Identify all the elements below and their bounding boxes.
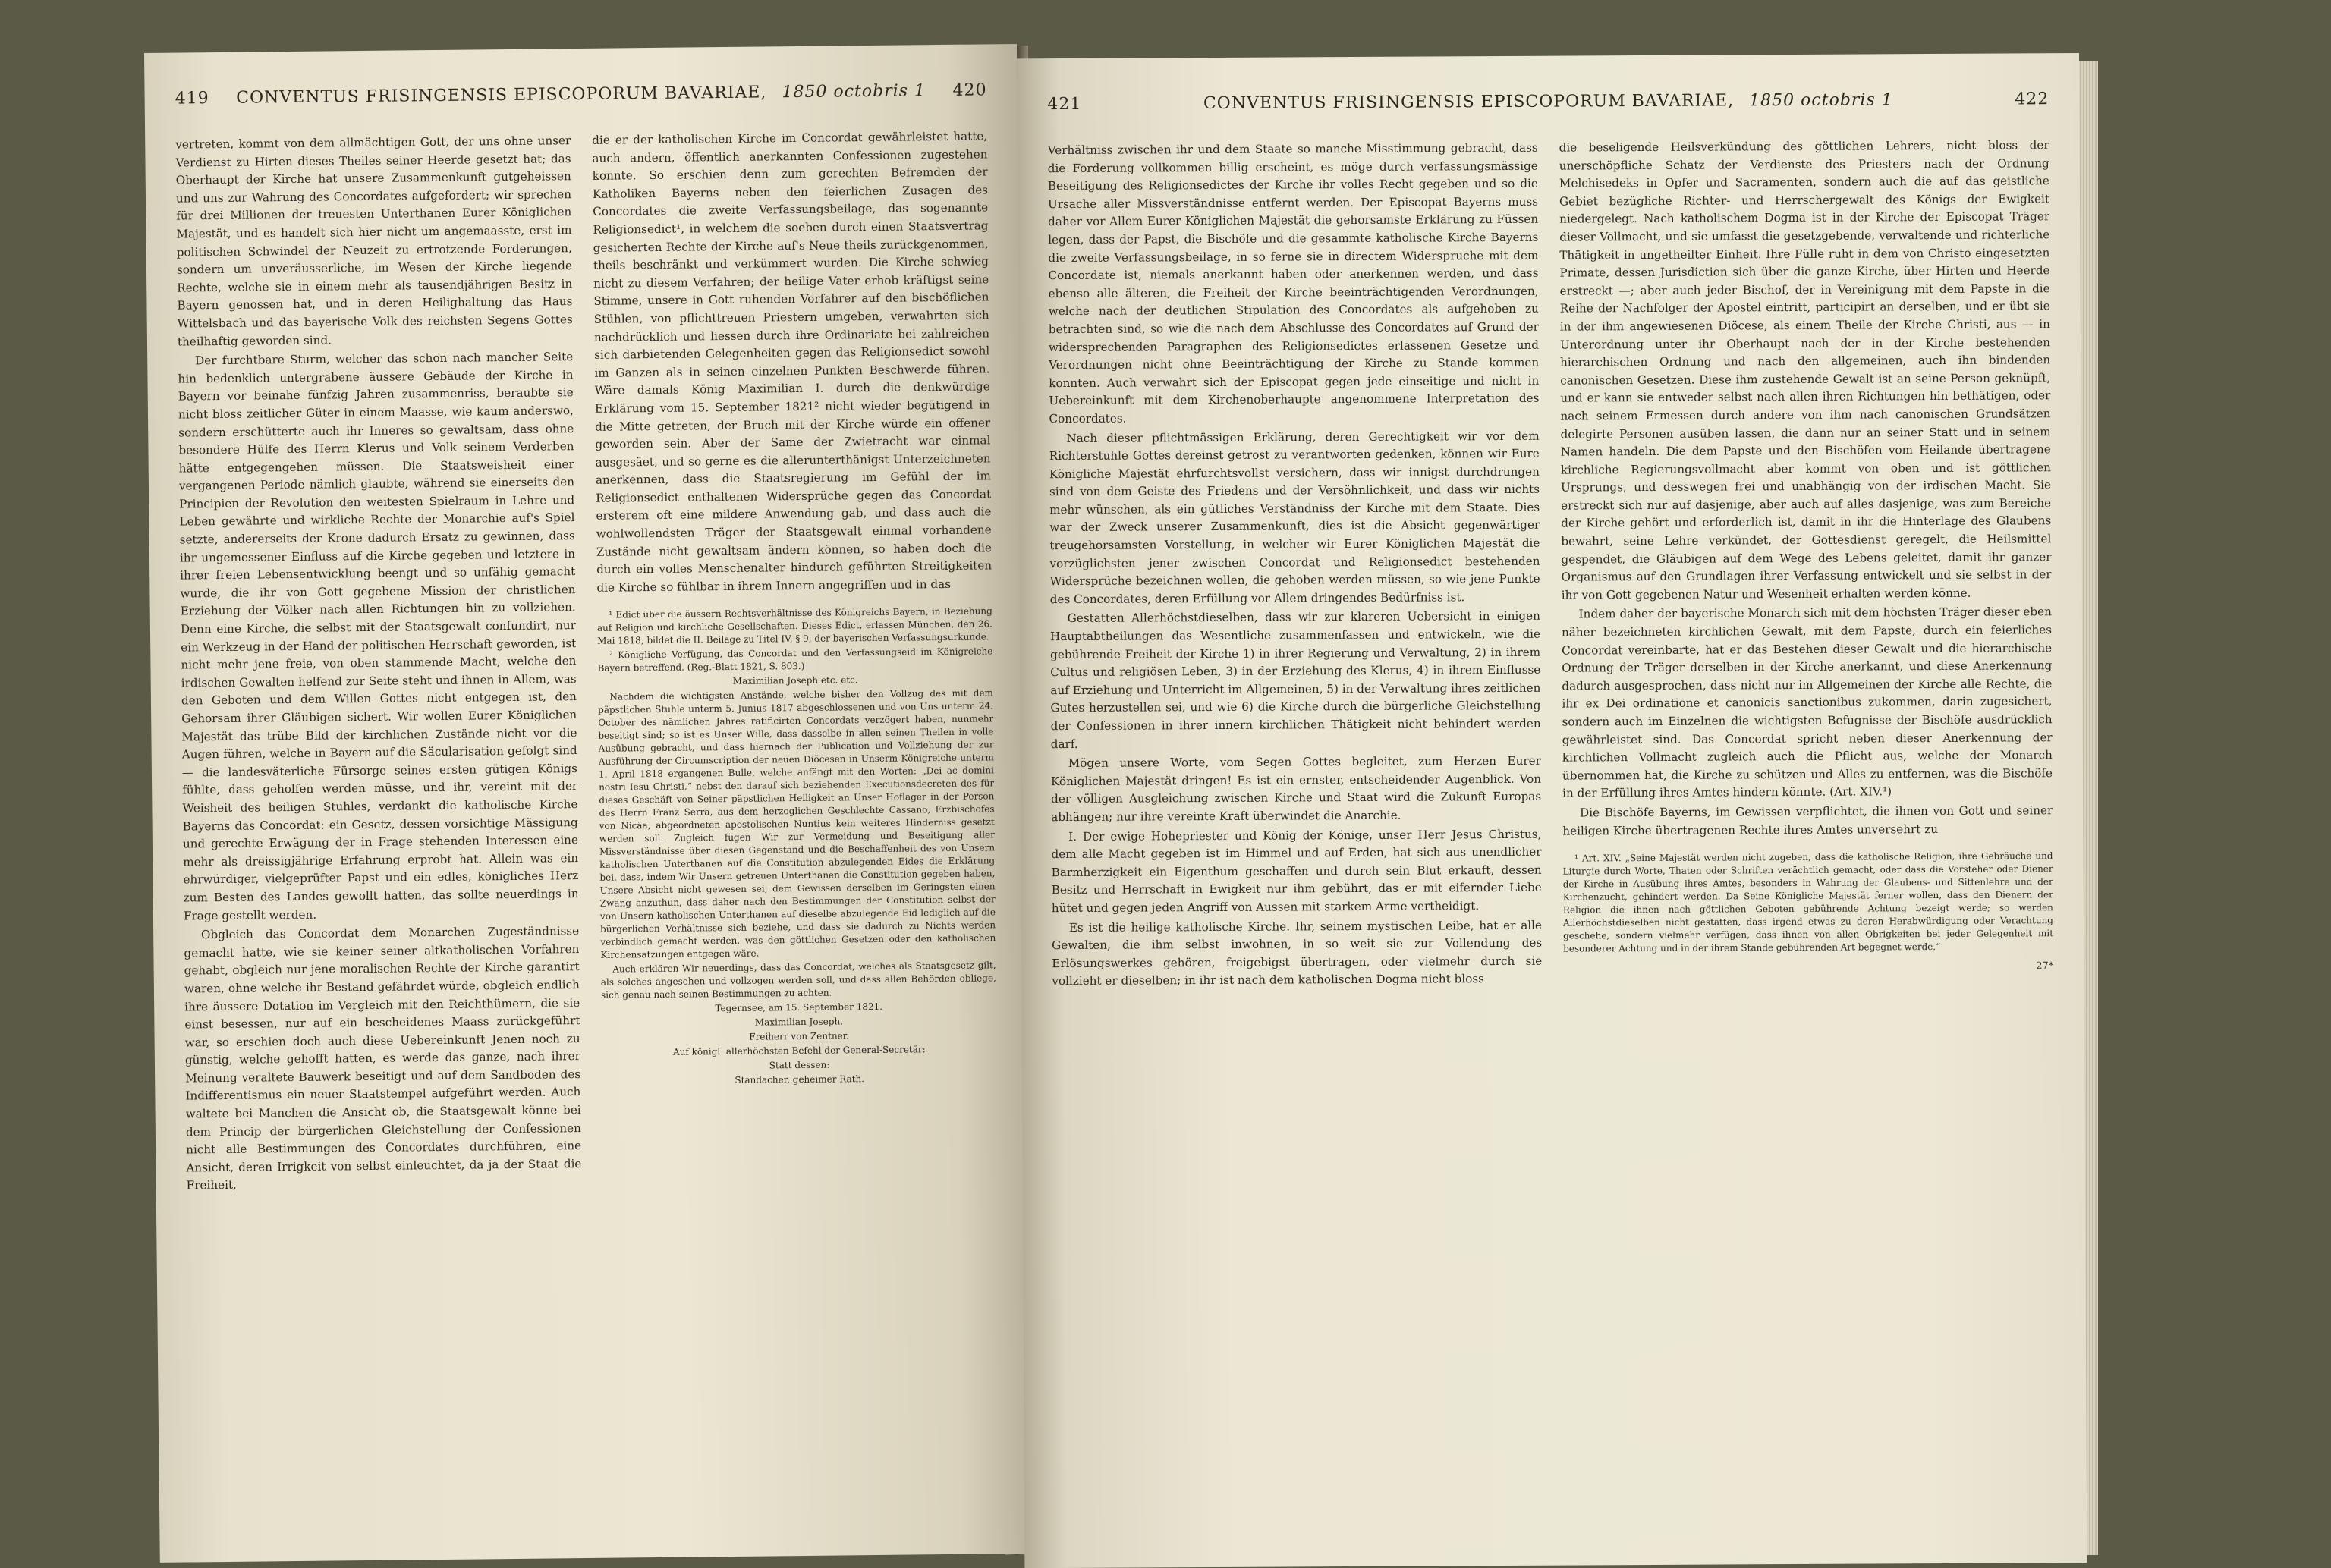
footnote-signature: Standacher, geheimer Rath. [735,1073,865,1086]
footnote-signature: Auf königl. allerhöchsten Befehl der General-Secretär: [672,1044,926,1058]
page-number-422: 422 [2015,89,2049,108]
left-page [144,44,1033,1563]
running-title: CONVENTUS FRISINGENSIS EPISCOPORUM BAVARIAE, [236,82,767,108]
footnote: ² Königliche Verfügung, das Concordat und den Verfassungseid im Königreiche Bayern betreffend. (Reg.-Blatt 1821, S. 803.) [597,646,993,674]
footnote: Auch erklären Wir neuerdings, dass das Concordat, welches als Staatsgesetz gilt, als solches angesehen und vollzogen werden soll, und dass allen Behörden obliege, sich genau nach seinen Bestimmungen zu achten. [600,960,996,1001]
right-page-column-1 [1048,140,1546,1538]
paragraph: Gestatten Allerhöchstdieselben, dass wir zur klareren Uebersicht in einigen Hauptabtheilungen das Wesentliche zusammenfassen und entwickeln, wie die gebührende Freiheit der Kirche 1) in ihrer Regierung und Verwaltung, 2) in ihrem Cultus und religiösen Leben, 3) in der Erziehung des Klerus, 4) in ihrem Einflusse auf Erziehung und Unterricht im Allgemeinen, 5) in der Verwaltung ihres zeitlichen Gutes herzustellen sei, und wie 6) die Kirche durch die bürgerliche Gleichstellung der Confessionen in ihrer innern kirchlichen Thätigkeit nicht behindert werden darf. [1049,609,1541,751]
footnote-signature: Freiherr von Zentner. [749,1030,850,1043]
footnote: Nachdem die wichtigsten Anstände, welche bisher den Vollzug des mit dem päpstlichen Stuhle unterm 5. Junius 1817 abgeschlossenen und von Uns unterm 24. October des nämlichen Jahres ratificirten Concordats verzögert haben, nunmehr beseitigt sind; so ist es Unser Wille, dass dasselbe in allen seinen Theilen in volle Ausübung gebracht, und dass hiernach der Publication und Vollziehung der zur Ausführung der Circumscription der neuen Diöcesen in Unserm Königreiche unterm 1. April 1818 ergangenen Bulle, welche anfängt mit den Worten: „Dei ac domini nostri Iesu Christi,“ nebst den darauf sich beziehenden Executionsdecreten des für dieses Geschäft von Seiner päpstlichen Heiligkeit an Unser Hoflager in der Person des Herrn Franz Serra, aus dem herzoglichen Geschlechte Cassano, Erzbischofes von Nicäa, abgeordneten apostolischen Nuntius kein weiteres Hinderniss gesetzt werden soll. Zugleich fügen Wir zur Vermeidung und Beseitigung aller Missverständnisse über diesen Gegenstand und die Beschaffenheit des von Unsern katholischen Unterthanen auf die Constitution abzulegenden Eides die Erklärung bei, dass, indem Wir Unsern getreuen Unterthanen die Constitution gegeben haben, Unsere Absicht nicht gewesen sei, dem Gewissen derselben im Geringsten einen Zwang anzuthun, dass daher nach den Bestimmungen der Constitution selbst der von Unsern katholischen Unterthanen auf dieselbe abzulegende Eid lediglich auf die bürgerlichen Verhältnisse sich beziehe, und dass sie dadurch zu Nichts werden verbindlich gemacht werden, was den göttlichen Gesetzen oder den katholischen Kirchensatzungen entgegen wäre. [598,687,996,961]
left-page-columns [175,127,1002,1532]
paragraph: die beseligende Heilsverkündung des göttlichen Lehrers, nicht bloss der unerschöpfliche Schatz der Verdienste des Priesters nach der Ordnung Melchisedeks in Opfer und Sacramenten, sondern auch die auf das geistliche Gebiet bezügliche Richter- und Herrschergewalt des Königs der Ewigkeit niedergelegt. Nach katholischem Dogma ist in der Kirche der Episcopat Träger dieser Vollmacht, und sie umfasst die gesetzgebende, verwaltende und richterliche Thätigkeit in ungetheilter Einheit. Ihre Fülle ruht in dem von Christo eingesetzten Primate, dessen Jurisdiction sich über die ganze Kirche, über Hirten und Heerde erstreckt —; aber auch jeder Bischof, der in Vereinigung mit dem Papste in die Reihe der Nachfolger der Apostel eintritt, participirt an derselben, und er übt sie in der ihm angewiesenen Diöcese, als einem Theile der Kirche Christi, aus — in Unterordnung unter ihr Oberhaupt nach der in der Kirche bestehenden hierarchischen Ordnung und nach den allgemeinen, auch ihn bindenden canonischen Gesetzen. Diese ihm zustehende Gewalt ist an seine Person geknüpft, und er kann sie entweder selbst nach allen ihren Richtungen hin bethätigen, oder nach seinem Ermessen durch andere von ihm nach canonischen Grundsätzen delegirte Personen ausüben lassen, die dann nur an seiner Statt und in seinem Namen handeln. Die dem Papste und den Bischöfen vom Heilande übertragene kirchliche Regierungsvollmacht aber kommt von oben und ist göttlichen Ursprungs, und desswegen frei und unabhängig von der irdischen Macht. Sie erstreckt sich nur auf dasjenige, aber auch auf alles dasjenige, was zum Bereiche der Kirche gehört und erforderlich ist, damit in ihr die Hinterlage des Glaubens bewahrt, seine Lehre verkündet, der Gottesdienst geregelt, die Heilsmittel gespendet, die Gläubigen auf dem Wege des Lebens geleitet, damit ihr ganzer Organismus auf den Grundlagen ihrer Verfassung entwickelt und sie selbst in der ihr von Gott gegebenen Natur und Wesenheit erhalten werden könne. [1559,138,2052,602]
paragraph: die er der katholischen Kirche im Concordat gewährleistet hatte, auch andern, öffentlich anerkannten Confessionen zugestehen konnte. So erschien denn zum gerechten Befremden der Katholiken Bayerns neben den feierlichen Zusagen des Concordates die zweite Verfassungsbeilage, das sogenannte Religionsedict¹, in welchem die soeben durch einen Staatsvertrag gesicherten Rechte der Kirche auf's Neue theils zurückgenommen, theils beschränkt und verkümmert wurden. Die Kirche schwieg nicht zu diesem Verfahren; der heilige Vater erhob kräftigst seine Stimme, unsere in Gott ruhenden Vorfahrer auf den bischöflichen Stühlen, von pflichttreuen Priestern umgeben, verwahrten sich nachdrücklich und liessen durch ihre Ordinariate bei zahlreichen sich darbietenden Gelegenheiten gegen das Religionsedict sowohl im Ganzen als in seinen einzelnen Punkten Beschwerde führen. Wäre damals König Maximilian I. durch die denkwürdige Erklärung vom 15. September 1821² nicht wieder begütigend in die Mitte getreten, der Bruch mit der Kirche würde ein offener geworden sein. Aber der Same der Zwietracht war einmal ausgesäet, und so gerne es die allerunterthänigst Unterzeichneten anerkennen, dass die Staatsregierung im Gefühl der im Religionsedict enthaltenen Widersprüche gegen das Concordat ersterem oft eine mildere Anwendung gab, und dass auch die wohlwollendsten Träger der Staatsgewalt einmal vorhandene Zustände nicht gewaltsam ändern können, so haben doch die durch ein volles Menschenalter hindurch geführten Streitigkeiten die Kirche so fühlbar in ihrem Innern angegriffen und in das [592,129,992,595]
paragraph: Obgleich das Concordat dem Monarchen Zugeständnisse gemacht hatte, wie sie keiner seiner altkatholischen Vorfahren gehabt, obgleich nur jene moralischen Rechte der Kirche garantirt waren, ohne welche ihr Bestand gefährdet würde, obgleich endlich ihre äussere Dotation im Vergleich mit den Reichthümern, die sie einst besessen, nur auf ein bescheidenes Maass zurückgeführt war, so erschien doch auch diese Uebereinkunft Jenen noch zu günstig, welche gehofft hatten, es werde das ganze, nach ihrer Meinung veraltete Bauwerk beseitigt und auf dem Sandboden des Indifferentismus ein neuer Staatstempel aufgeführt werden. Auch waltete bei Manchen die Ansicht ob, die Staatsgewalt könne bei dem Princip der bürgerlichen Gleichstellung der Confessionen nicht alle Bestimmungen des Concordates durchführen, eine Ansicht, deren Irrigkeit von selbst einleuchtet, da ja der Staat die Freiheit, [184,924,582,1192]
paragraph: Indem daher der bayerische Monarch sich mit dem höchsten Träger dieser eben näher bezeichneten kirchlichen Gewalt, mit dem Papste, durch ein feierliches Concordat vereinbarte, hat er das Bestehen dieser Gewalt und die hierarchische Ordnung der Träger derselben in der Kirche anerkannt, und diese Anerkennung dadurch ausgesprochen, dass nicht nur im Allgemeinen der Kirche alle Rechte, die ihr ex Dei ordinatione et canonicis sanctionibus zukommen, darin zugesichert, sondern auch im Einzelnen die wichtigsten Befugnisse der Bischöfe ausdrücklich gewährleistet sind. Das Concordat spricht neben dieser Anerkennung der kirchlichen Vollmacht zugleich auch die Pflicht aus, welche der Monarch übernommen hat, die Kirche zu schützen und Alles zu entfernen, was die Bischöfe in der Erfüllung ihres Amtes hindern könnte. (Art. XIV.¹) [1561,605,2053,800]
footnote: ¹ Art. XIV. „Seine Majestät werden nicht zugeben, dass die katholische Religion, ihre Gebräuche und Liturgie durch Worte, Thaten oder Schriften verächtlich gemacht, oder dass die Vorsteher oder Diener der Kirche in Ausübung ihres Amtes, besonders in Wahrung der Glaubens- und Sittenlehre und der Kirchenzucht, gehindert werden. Da Seine Königliche Majestät ferner wollen, dass den Dienern der Religion die ihnen nach göttlichen Geboten gebührende Achtung bezeigt werde; so werden Allerhöchstdieselben nicht gestatten, dass irgend etwas zu deren Herabwürdigung oder Verachtung geschehe, sondern vielmehr verfügen, dass ihnen von allen Obrigkeiten bei jeder Gelegenheit mit besonderer Achtung und in der ihrem Stande gebührenden Art begegnet werde.“ [1562,850,2054,954]
right-page-column-2 [1559,137,2057,1535]
page-number-420: 420 [952,80,987,100]
running-date: 1850 octobris 1 [1749,90,1893,110]
paragraph: vertreten, kommt von dem allmächtigen Gott, der uns ohne unser Verdienst zu Hirten dieses Theiles seiner Heerde gesetzt hat; das Oberhaupt der Kirche hat unsere Zusammenkunft gutgeheissen und uns zur Wahrung des Concordates aufgefordert; wir sprechen für drei Millionen der treuesten Unterthanen Eurer Königlichen Majestät, und es handelt sich hier nicht um angemaasste, erst im politischen Schwindel der Neuzeit zu ertrotzende Forderungen, sondern um unveräusserliche, im Wesen der Kirche liegende Rechte, welche sie in einem mehr als tausendjährigen Besitz in Bayern genossen hat, und in deren Heilighaltung das Haus Wittelsbach und das bayerische Volk des reichsten Segens Gottes theilhaftig geworden sind. [175,134,573,349]
paragraph: Es ist die heilige katholische Kirche. Ihr, seinem mystischen Leibe, hat er alle Gewalten, die ihm selbst inwohnen, in so weit sie zur Vollendung des Erlösungswerkes gehören, freigebigst übertragen, oder vielmehr durch sie vollzieht er dieselben; in ihr ist nach dem katholischen Dogma nicht bloss [1052,918,1543,988]
signature-mark: 27* [2036,960,2054,973]
right-page-columns [1048,137,2057,1538]
right-running-header [1047,83,2049,119]
footnote-signature: Tegernsee, am 15. September 1821. [715,1001,883,1014]
footnote-heading: Maximilian Joseph etc. etc. [732,674,858,687]
running-title: CONVENTUS FRISINGENSIS EPISCOPORUM BAVARIAE, [1203,90,1735,113]
paragraph: Verhältniss zwischen ihr und dem Staate so manche Misstimmung gebracht, dass die Forderung vollkommen billig erscheint, es möge durch verfassungsmässige Beseitigung des Religionsedictes der Kirche ihr volles Recht gegeben und so die Ursache aller Missverständnisse entfernt werden. Der Episcopat Bayerns muss daher vor Allem Eurer Königlichen Majestät die gehorsamste Erklärung zu Füssen legen, dass der Papst, die Bischöfe und die gesammte katholische Kirche Bayerns die zweite Verfassungsbeilage, in so ferne sie in directem Widerspruche mit dem Concordate ist, niemals anerkannt haben oder anerkennen werden, und dass ebenso alle älteren, die Freiheit der Kirche beeinträchtigenden Verordnungen, welche nach der deutlichen Stipulation des Concordates als aufgehoben zu betrachten sind, so wie die nach dem Abschlusse des Concordates auf Grund der widersprechenden Paragraphen des Religionsedictes erlassenen Gesetze und Verordnungen nicht ohne Beeinträchtigung der Kirche zu Stande kommen konnten. Auch verwahrt sich der Episcopat gegen jede einseitige und nicht in Uebereinkunft mit dem Kirchenoberhaupte angenommene Interpretation des Concordates. [1047,140,1540,426]
paragraph: Die Bischöfe Bayerns, im Gewissen verpflichtet, die ihnen von Gott und seiner heiligen Kirche übertragenen Rechte ihres Amtes unversehrt zu [1562,803,2053,838]
footnotes [597,605,998,1089]
paragraph: Nach dieser pflichtmässigen Erklärung, deren Gerechtigkeit wir vor dem Richterstuhle Gottes dereinst getrost zu verantworten gedenken, können wir Eure Königliche Majestät ehrfurchtsvollst versichern, dass wir innigst durchdrungen sind von dem Geiste des Friedens und der Versöhnlichkeit, und dass wir nichts mehr wünschen, als ein gütliches Verständniss der Kirche mit dem Staate. Dies war der Zweck unserer Zusammenkunft, dies ist die Absicht gegenwärtiger treugehorsamsten Vorstellung, in welcher wir Eurer Königlichen Majestät die vorzüglichsten jener zwischen Concordat und Religionsedict bestehenden Widersprüche bezeichnen wollen, die gehoben werden müssen, so wie jene Punkte des Concordates, deren Erfüllung vor Allem dringendes Bedürfniss ist. [1049,429,1540,606]
paragraph: Mögen unsere Worte, vom Segen Gottes begleitet, zum Herzen Eurer Königlichen Majestät dringen! Es ist ein ernster, entscheidender Augenblick. Von der völligen Ausgleichung zwischen Kirche und Staat wird die Zukunft Europas abhängen; nur ihre vereinte Kraft überwindet die Anarchie. [1050,753,1542,825]
right-page [1017,53,2087,1568]
running-date: 1850 octobris 1 [782,80,926,102]
footnote-signature: Statt dessen: [769,1060,830,1071]
left-page-column-1 [175,132,585,1532]
page-number-419: 419 [175,88,209,108]
left-running-header [175,74,986,113]
paragraph: I. Der ewige Hohepriester und König der Könige, unser Herr Jesus Christus, dem alle Macht gegeben ist im Himmel und auf Erden, hat sich aus unendlicher Barmherzigkeit ein Eigenthum geschaffen und durch sein Blut erkauft, dessen Besitz und Herrschaft in Ewigkeit nur ihm gebührt, das er mit eifernder Liebe hütet und gegen jeden Angriff von Aussen mit starkem Arme vertheidigt. [1051,827,1542,916]
paragraph: Der furchtbare Sturm, welcher das schon nach mancher Seite hin bedenklich untergrabene äussere Gebäude der Kirche in Bayern vor beinahe fünfzig Jahren zusammenriss, beraubte sie nicht bloss zeitlicher Güter in einem Maasse, wie kaum anderswo, sondern erschütterte auch ihr Inneres so gewaltsam, dass ohne besondere Hülfe des Herrn Klerus und Volk seinem Verderben hätte entgegengehen müssen. Die Staatsweisheit einer vergangenen Periode nämlich glaubte, während sie einerseits den Principien der Revolution den weitesten Spielraum in Lehre und Leben gewährte und wirkliche Rechte der Monarchie auf's Spiel setzte, andererseits der Krone dadurch Ersatz zu gewinnen, dass ihr ungemessener Einfluss auf die Kirche gegeben und letztere in ihrer freien Lebensentwicklung beengt und so unfähig gemacht wurde, die ihr von Gott gegebene Mission der christlichen Erziehung der Völker nach allen Richtungen hin zu vollziehen. Denn eine Kirche, die selbst mit der Staatsgewalt confundirt, nur ein Werkzeug in der Hand der politischen Herrschaft geworden, ist nicht mehr jene freie, von oben stammende Macht, welche den irdischen Gewalten helfend zur Seite steht und ihnen in Allem, was den Geboten und dem Willen Gottes nicht entgegen ist, den Gehorsam ihrer Gläubigen sichert. Wir wollen Eurer Königlichen Majestät das trübe Bild der kirchlichen Zustände nicht vor die Augen führen, welche in Bayern auf die Säcularisation gefolgt sind — die landesväterliche Fürsorge seines ersten gütigen Königs fühlte, dass geholfen werden müsse, und ihr, vereint mit der Weisheit des heiligen Stuhles, verdankt die katholische Kirche Bayerns das Concordat: ein Gesetz, dessen vorsichtige Mässigung und gerechte Erwägung der in Frage stehenden Interessen eine mehr als dreissigjährige Erfahrung erprobt hat. Allein was ein ehrwürdiger, vielgeprüfter Papst und ein edles, königliches Herz zum Besten des Landes gewollt hatten, das sollte neuerdings in Frage gestellt werden. [178,350,579,923]
footnote: ¹ Edict über die äussern Rechtsverhältnisse des Königreichs Bayern, in Beziehung auf Religion und kirchliche Gesellschaften. Dieses Edict, erlassen München, den 26. Mai 1818, bildet die II. Beilage zu Titel IV, § 9, der bayerischen Verfassungsurkunde. [596,605,993,647]
left-page-column-2 [592,127,1002,1527]
footnotes [1563,850,2054,955]
footnote-signature: Maximilian Joseph. [754,1016,844,1029]
page-number-421: 421 [1047,94,1082,114]
